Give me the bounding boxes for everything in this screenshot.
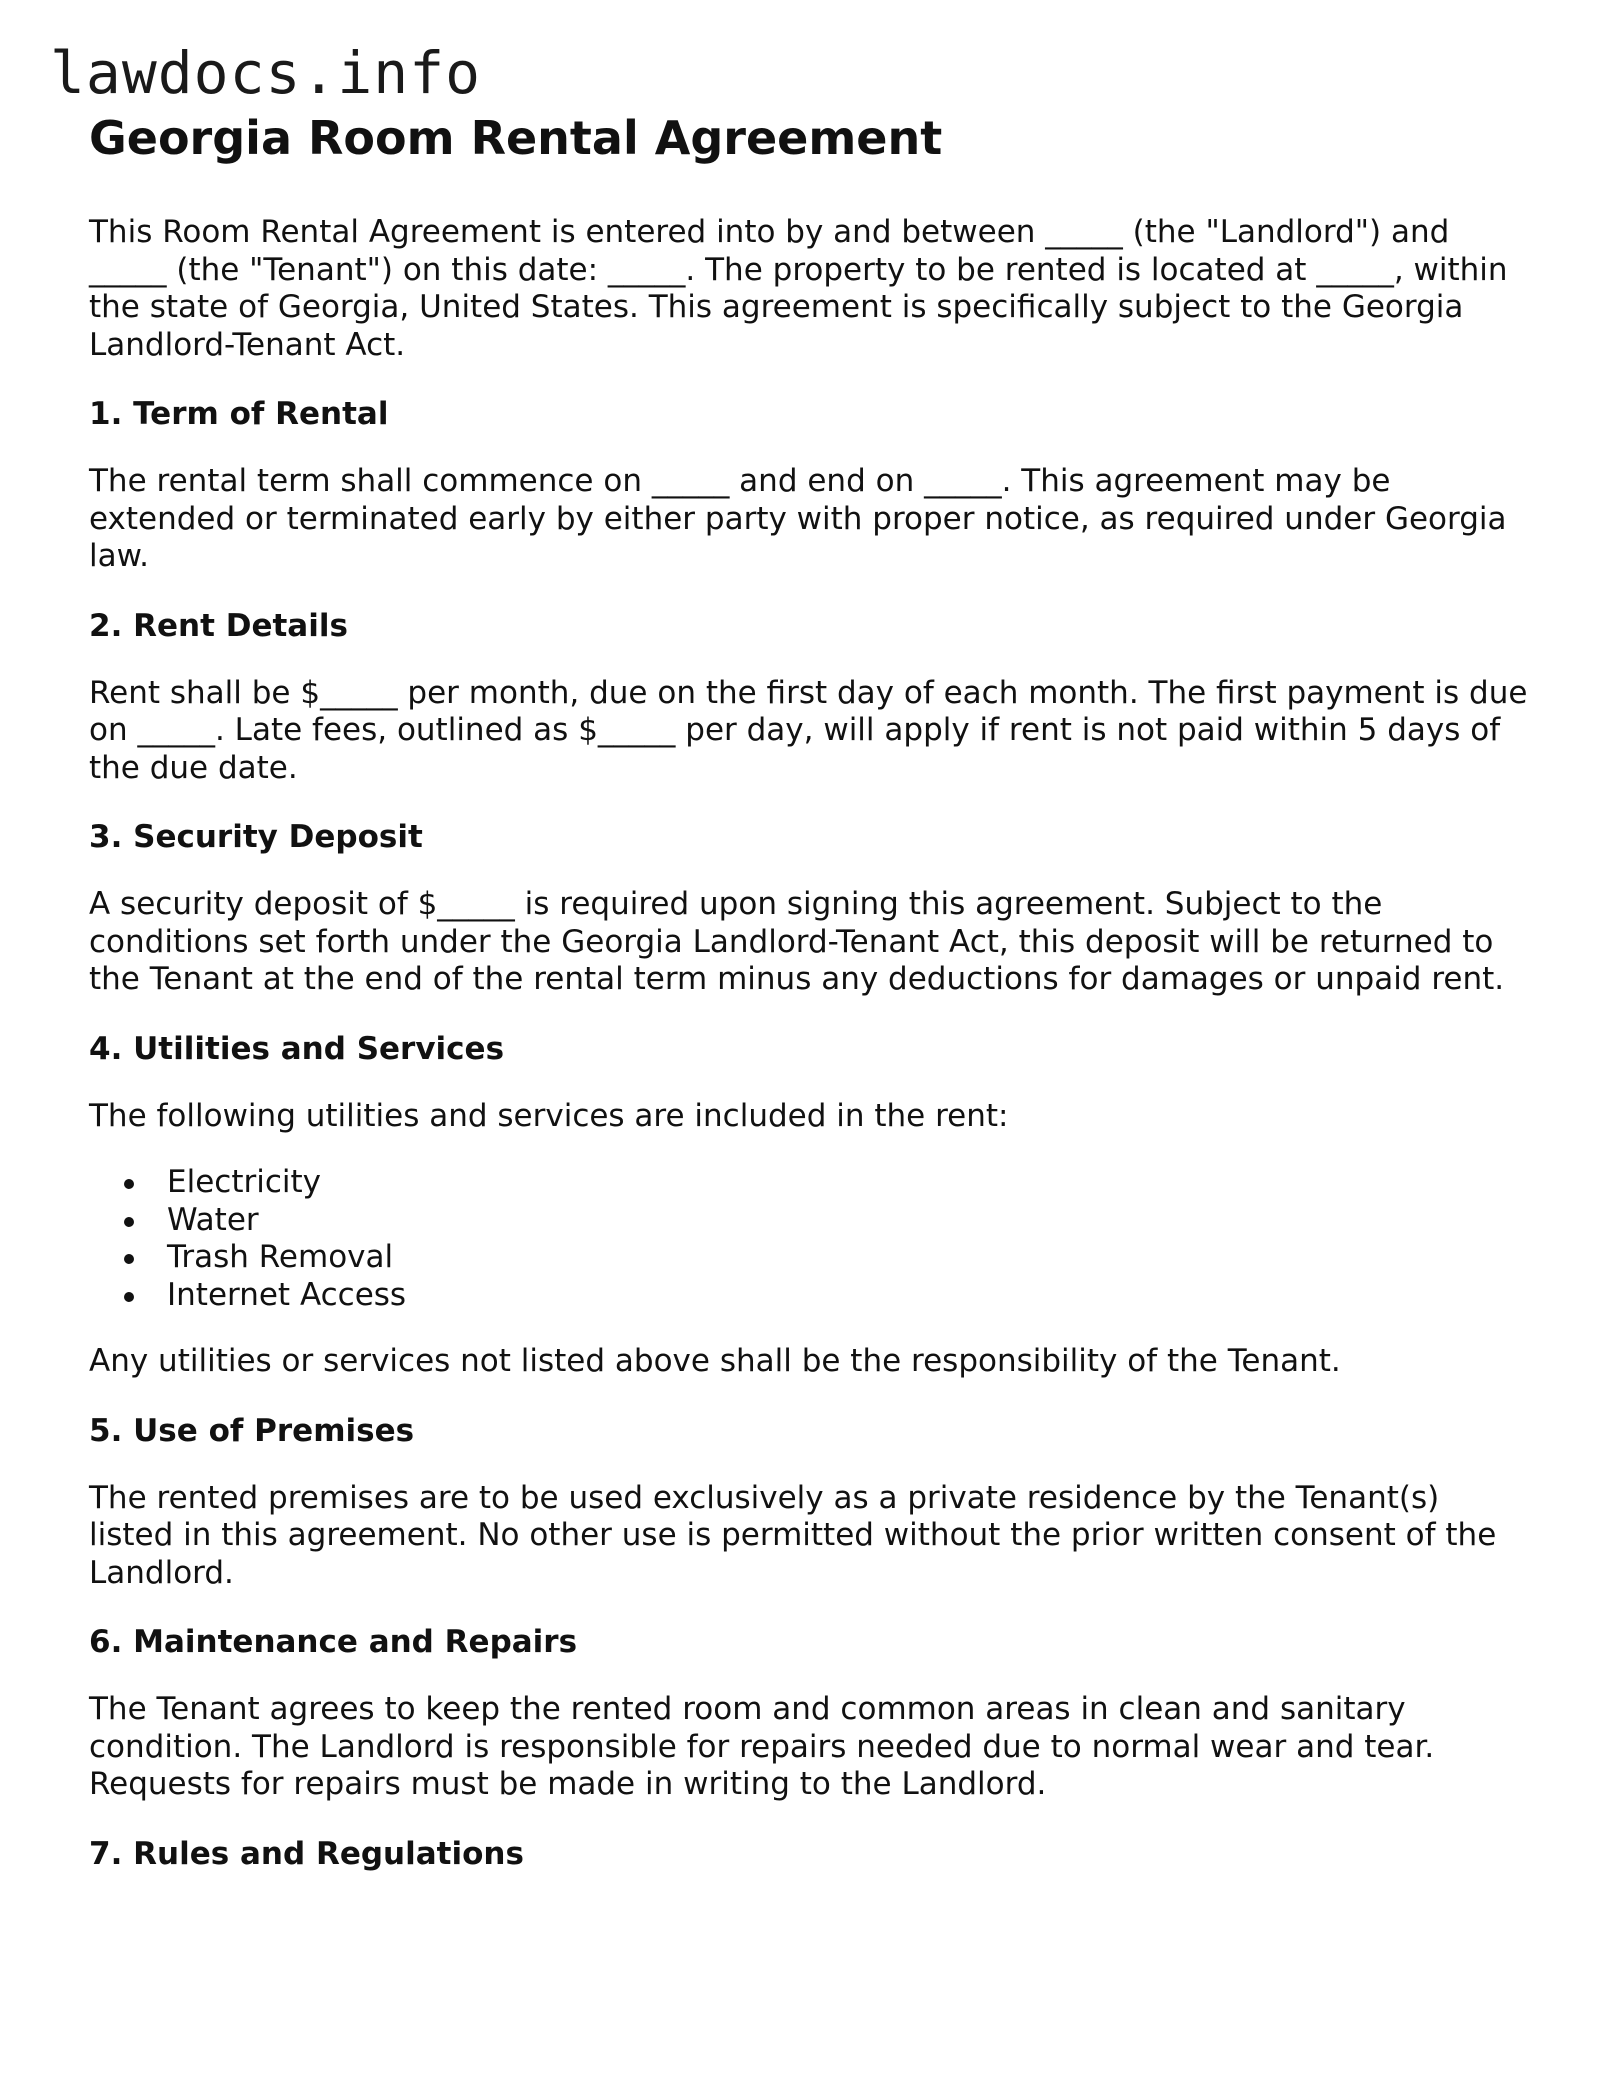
bullet-icon: [124, 1254, 134, 1264]
section-term-of-rental: [89, 394, 1529, 576]
intro-paragraph: This Room Rental Agreement is entered into by and between _____ (the "Landlord") and _____ (the "Tenant") on this date: _____. The property to be rented is located at _____, within the state of Georgia, United States. This agreement is specifically subject to the Georgia Landlord-Tenant Act.: [89, 214, 1508, 363]
section-body: The Tenant agrees to keep the rented room and common areas in clean and sanitary condition. The Landlord is responsible for repairs needed due to normal wear and tear. Requests for repairs must be made in writing to the Landlord.: [89, 1691, 1435, 1802]
section-use-of-premises: [89, 1411, 1529, 1593]
list-item-label: Internet Access: [167, 1276, 407, 1313]
section-utilities-and-services: [89, 1029, 1529, 1381]
document-title: Georgia Room Rental Agreement: [89, 111, 943, 165]
section-heading: 7. Rules and Regulations: [89, 1835, 524, 1872]
section-body: The rental term shall commence on _____ and end on _____. This agreement may be extended or terminated early by either party with proper notice, as required under Georgia law.: [89, 463, 1507, 574]
section-heading: 5. Use of Premises: [89, 1412, 415, 1449]
watermark-logo: lawdocs.info: [50, 39, 482, 107]
list-item: [167, 1277, 1529, 1315]
list-item-label: Trash Removal: [167, 1239, 394, 1275]
section-maintenance-and-repairs: [89, 1622, 1529, 1804]
list-item: [167, 1202, 1529, 1240]
utilities-list: [89, 1164, 1529, 1314]
list-item-label: Electricity: [167, 1164, 321, 1200]
section-rent-details: [89, 606, 1529, 788]
section-heading: 2. Rent Details: [89, 607, 348, 644]
section-body: A security deposit of $_____ is required upon signing this agreement. Subject to the conditions set forth under the Georgia Landlord-Tenant Act, this deposit will be returned to the Tenant at the end of the rental term minus any deductions for damages or unpaid rent.: [89, 886, 1505, 997]
section-security-deposit: [89, 817, 1529, 999]
section-body: Rent shall be $_____ per month, due on the first day of each month. The first payment is due on _____. Late fees, outlined as $_____ per day, will apply if rent is not paid within 5 days of the due date.: [89, 674, 1528, 786]
section-heading: 6. Maintenance and Repairs: [89, 1624, 578, 1660]
list-item: [167, 1164, 1529, 1202]
section-heading: 4. Utilities and Services: [89, 1030, 505, 1067]
section-note: Any utilities or services not listed above shall be the responsibility of the Tenant.: [89, 1343, 1341, 1379]
section-heading: 1. Term of Rental: [89, 396, 389, 432]
section-body: The following utilities and services are included in the rent:: [89, 1097, 1009, 1134]
bullet-icon: [124, 1217, 134, 1227]
bullet-icon: [124, 1292, 134, 1302]
section-body: The rented premises are to be used exclusively as a private residence by the Tenant(s) listed in this agreement. No other use is permitted without the prior written consent of the Landlord.: [89, 1479, 1497, 1591]
bullet-icon: [124, 1179, 134, 1189]
list-item: [167, 1239, 1529, 1277]
section-rules-and-regulations: [89, 1834, 1529, 1874]
list-item-label: Water: [167, 1201, 259, 1238]
section-heading: 3. Security Deposit: [89, 819, 423, 855]
document-page: [89, 108, 1529, 1874]
